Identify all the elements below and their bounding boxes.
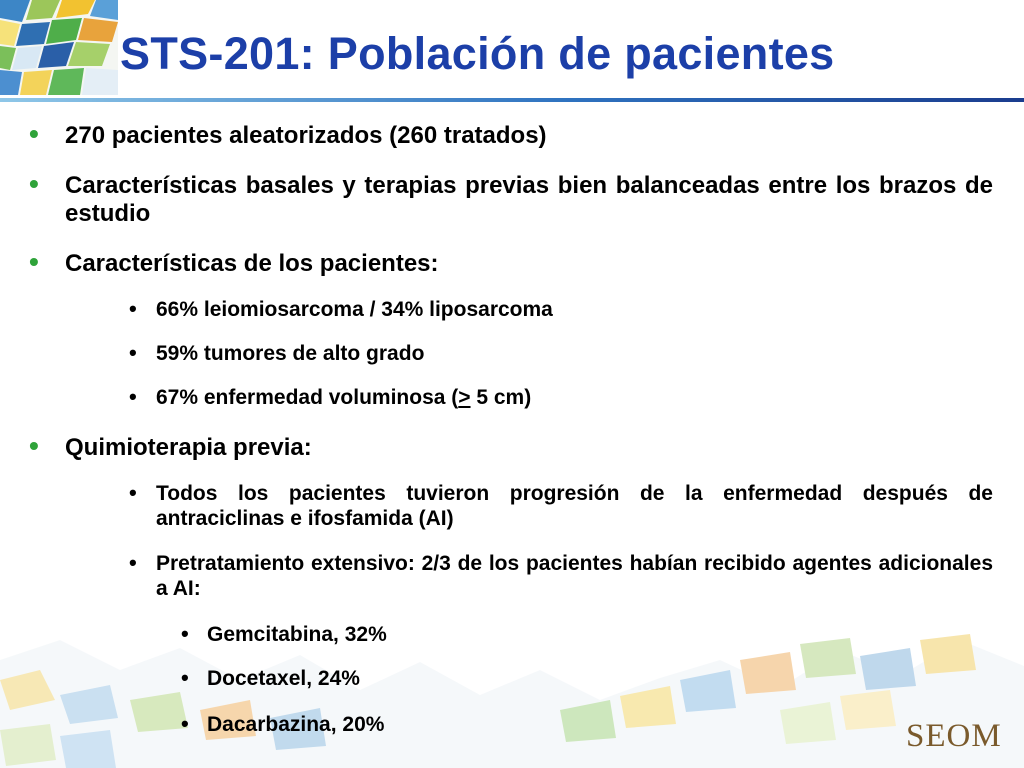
bullet-glyph: • <box>129 340 137 365</box>
bullet-glyph: • <box>129 550 137 575</box>
bullet-text: Docetaxel, 24% <box>207 667 360 690</box>
bullet-text: Pretratamiento extensivo: 2/3 de los pacientes habían recibido agentes adicionales a AI: <box>156 552 993 600</box>
bullet-text: 66% leiomiosarcoma / 34% liposarcoma <box>156 298 553 321</box>
greater-equal-symbol: > <box>458 386 471 409</box>
sub-bullet-item <box>129 550 993 601</box>
seom-logo: SEOM <box>906 718 1002 754</box>
bullet-item <box>29 168 993 228</box>
sub-bullet-item <box>129 384 993 410</box>
bullet-glyph: • <box>29 118 39 149</box>
bullet-glyph: • <box>181 711 189 736</box>
bullet-glyph: • <box>29 168 39 199</box>
bullet-text-start: 67% enfermedad voluminosa ( <box>156 386 459 409</box>
sub-sub-bullet-item <box>181 711 907 737</box>
bullet-glyph: • <box>181 665 189 690</box>
sub-bullet-item <box>129 296 993 322</box>
bullet-text: Gemcitabina, 32% <box>207 623 387 646</box>
bullet-item <box>29 118 993 150</box>
bullet-item <box>29 430 993 462</box>
bullet-glyph: • <box>129 480 137 505</box>
bullet-glyph: • <box>129 296 137 321</box>
sub-sub-bullet-item <box>181 665 907 691</box>
bullet-text: Características basales y terapias previas bien balanceadas entre los brazos de estudio <box>65 172 993 227</box>
bullet-glyph: • <box>129 384 137 409</box>
bullet-text: Características de los pacientes: <box>65 250 439 277</box>
bullet-text: Dacarbazina, 20% <box>207 713 385 736</box>
bullet-text: Quimioterapia previa: <box>65 434 312 461</box>
bullet-text: Todos los pacientes tuvieron progresión de la enfermedad después de antraciclinas e ifosfamida (AI) <box>156 482 993 530</box>
bullet-glyph: • <box>181 621 189 646</box>
sub-sub-bullet-item <box>181 621 907 647</box>
page-title: STS-201: Población de pacientes <box>120 28 835 79</box>
bullet-glyph: • <box>29 246 39 277</box>
bullet-item <box>29 246 993 278</box>
bullet-glyph: • <box>29 430 39 461</box>
bullet-text: 270 pacientes aleatorizados (260 tratados) <box>65 122 547 149</box>
bullet-text <box>156 385 993 410</box>
bullet-text-end: 5 cm) <box>470 386 532 409</box>
sub-bullet-item <box>129 480 993 531</box>
bullet-text: 59% tumores de alto grado <box>156 342 425 365</box>
sub-bullet-item <box>129 340 993 366</box>
